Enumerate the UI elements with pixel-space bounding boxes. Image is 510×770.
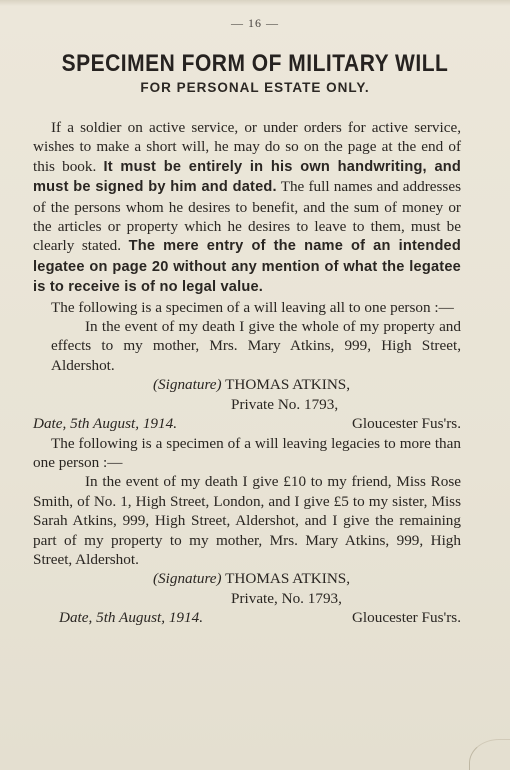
intro-bold-1: It must be entirely in his own handwriting, and must be signed by him and dated. (33, 158, 461, 196)
example2-will-text: In the event of my death I give £10 to my friend, Miss Rose Smith, of No. 1, High Street, London, and I give £5 to my sister, Miss Sarah Atkins, 999, High Street, Aldershot, and I give the remaining part of my property to my mother, Mrs. Mary Atkins, 999, High Street, Aldershot. (33, 473, 461, 568)
example1-signature-name: THOMAS ATKINS, (225, 376, 351, 394)
example1-signature (33, 375, 461, 394)
body-text (33, 118, 461, 628)
page-title: SPECIMEN FORM OF MILITARY WILL (61, 50, 449, 77)
page-number: — 16 — (231, 16, 279, 30)
example2-signature-label: (Signature) (153, 570, 222, 588)
example1-will-text: In the event of my death I give the whole of my property and effects to my mother, Mrs. Mary Atkins, 999, High Street, Aldershot. (51, 318, 461, 374)
page-corner-curl (469, 739, 510, 770)
example2-lead: The following is a specimen of a will leaving legacies to more than one person :— (33, 434, 461, 471)
example1-signature-label: (Signature) (153, 376, 222, 394)
example1-date: Date, 5th August, 1914. (33, 415, 177, 433)
example1-regiment: Gloucester Fus'rs. (351, 415, 461, 433)
example2-regiment: Gloucester Fus'rs. (351, 609, 461, 627)
example2-rank: Private, No. 1793, (231, 589, 342, 607)
example2-date-row (33, 608, 461, 627)
intro-paragraph (33, 118, 461, 298)
example2-date: Date, 5th August, 1914. (59, 609, 203, 627)
example1-date-row (33, 414, 461, 433)
example2-signature (33, 569, 461, 588)
intro-text-2: The full names and addresses of the persons whom he desires to benefit, and the sum of money or the articles or property which he desires to leave to them, must be clearly stated. (33, 178, 461, 255)
example2-signature-name: THOMAS ATKINS, (225, 570, 351, 588)
example1-lead: The following is a specimen of a will leaving all to one person :— (51, 298, 454, 316)
intro-text-1: If a soldier on active service, or under orders for active service, wishes to make a short will, he may do so on the page at the end of this book. (33, 119, 461, 175)
example1-rank: Private No. 1793, (231, 395, 339, 413)
page-subtitle: FOR PERSONAL ESTATE ONLY. (140, 80, 370, 95)
page-top-shadow (0, 0, 510, 6)
intro-bold-2: The mere entry of the name of an intended legatee on page 20 without any mention of what the legatee is to receive is of no legal value. (33, 238, 461, 296)
